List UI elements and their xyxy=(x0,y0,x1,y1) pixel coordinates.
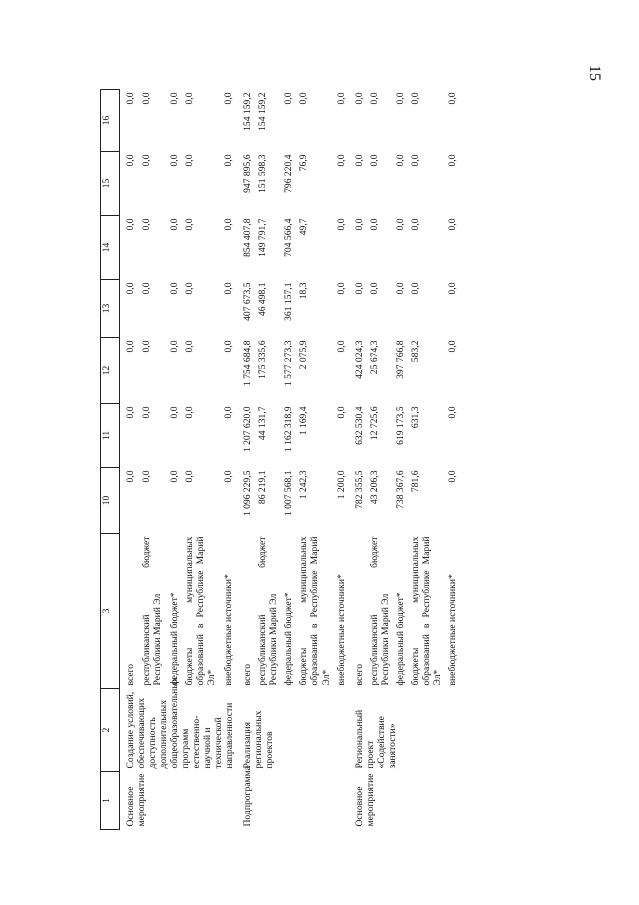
funding-source: всего xyxy=(125,663,136,686)
value-cell: 0,0 xyxy=(223,218,235,231)
value-cell: 1 096 229,5 xyxy=(242,470,254,517)
value-cell: 0,0 xyxy=(446,154,458,167)
value-cell: 154 159,2 xyxy=(257,92,269,131)
value-cell: 0,0 xyxy=(335,406,347,419)
value-cell: 0,0 xyxy=(368,218,380,231)
funding-source: внебюджетные источники* xyxy=(223,574,235,686)
value-cell: 0,0 xyxy=(394,154,406,167)
value-cell: 0,0 xyxy=(409,92,421,105)
funding-source: федеральный бюджет* xyxy=(283,592,295,686)
value-cell: 0,0 xyxy=(368,154,380,167)
value-cell: 0,0 xyxy=(184,282,196,295)
value-cell: 0,0 xyxy=(368,282,380,295)
value-cell: 0,0 xyxy=(168,218,180,231)
value-cell: 0,0 xyxy=(168,470,180,483)
value-cell: 1 200,0 xyxy=(335,470,347,500)
value-cell: 424 024,3 xyxy=(353,340,365,379)
value-cell: 0,0 xyxy=(184,470,196,483)
funding-source: внебюджетные источники* xyxy=(335,574,347,686)
value-cell: 738 367,6 xyxy=(394,470,406,509)
value-cell: 18,3 xyxy=(298,282,310,300)
value-cell: 631,3 xyxy=(409,406,421,429)
col-header: 14 xyxy=(101,216,120,280)
value-cell: 12 725,6 xyxy=(368,406,380,441)
value-cell: 782 355,5 xyxy=(353,470,365,509)
value-cell: 619 173,5 xyxy=(394,406,406,445)
funding-source: республиканский бюджет Республики Марий Эл xyxy=(257,536,280,686)
rotated-page xyxy=(100,90,590,830)
value-cell: 0,0 xyxy=(125,282,136,295)
value-cell: 0,0 xyxy=(446,218,458,231)
value-cell: 0,0 xyxy=(353,154,365,167)
value-cell: 0,0 xyxy=(184,92,196,105)
table-row xyxy=(120,90,140,830)
value-cell: 407 673,5 xyxy=(242,282,254,321)
value-cell: 0,0 xyxy=(141,282,153,295)
funding-source: внебюджетные источники* xyxy=(446,574,458,686)
value-cell: 0,0 xyxy=(446,340,458,353)
value-cell: 0,0 xyxy=(394,282,406,295)
value-cell: 0,0 xyxy=(394,218,406,231)
value-cell: 0,0 xyxy=(446,470,458,483)
value-cell: 44 131,7 xyxy=(257,406,269,441)
value-cell: 0,0 xyxy=(184,340,196,353)
value-cell: 0,0 xyxy=(353,92,365,105)
col-header: 10 xyxy=(101,468,120,534)
value-cell: 0,0 xyxy=(335,282,347,295)
value-cell: 0,0 xyxy=(125,154,136,167)
value-cell: 76,9 xyxy=(298,154,310,172)
table-body xyxy=(120,90,460,830)
value-cell: 151 598,3 xyxy=(257,154,269,193)
value-cell: 0,0 xyxy=(409,282,421,295)
value-cell: 0,0 xyxy=(184,406,196,419)
value-cell: 397 766,8 xyxy=(394,340,406,379)
col-header: 12 xyxy=(101,338,120,404)
value-cell: 1 169,4 xyxy=(298,406,310,436)
value-cell: 0,0 xyxy=(223,282,235,295)
funding-source: бюджеты муниципальных образований в Республике Марий Эл* xyxy=(298,536,332,686)
value-cell: 154 159,2 xyxy=(242,92,254,131)
value-cell: 0,0 xyxy=(184,154,196,167)
value-cell: 0,0 xyxy=(141,470,153,483)
value-cell: 43 206,3 xyxy=(368,470,380,505)
value-cell: 0,0 xyxy=(125,406,136,419)
value-cell: 0,0 xyxy=(353,282,365,295)
value-cell: 0,0 xyxy=(353,218,365,231)
table-row xyxy=(237,90,255,830)
value-cell: 0,0 xyxy=(223,406,235,419)
value-cell: 0,0 xyxy=(446,406,458,419)
value-cell: 583,2 xyxy=(409,340,421,363)
row-kind: Основное мероприятие xyxy=(125,773,148,827)
value-cell: 1 242,3 xyxy=(298,470,310,500)
value-cell: 0,0 xyxy=(446,92,458,105)
value-cell: 0,0 xyxy=(298,92,310,105)
value-cell: 175 335,6 xyxy=(257,340,269,379)
value-cell: 0,0 xyxy=(141,218,153,231)
value-cell: 1 207 620,0 xyxy=(242,406,254,453)
value-cell: 947 895,6 xyxy=(242,154,254,193)
value-cell: 0,0 xyxy=(168,340,180,353)
value-cell: 0,0 xyxy=(141,340,153,353)
table-row xyxy=(349,90,367,830)
value-cell: 0,0 xyxy=(283,92,295,105)
funding-source: республиканский бюджет Республики Марий Эл xyxy=(368,536,391,686)
value-cell: 0,0 xyxy=(168,154,180,167)
header-row xyxy=(101,90,120,830)
value-cell: 0,0 xyxy=(168,92,180,105)
row-title: Региональный проект «Содействие занятости» xyxy=(353,709,398,769)
col-header: 13 xyxy=(101,280,120,338)
value-cell: 0,0 xyxy=(223,154,235,167)
value-cell: 1 007 568,1 xyxy=(283,470,295,517)
value-cell: 0,0 xyxy=(223,92,235,105)
value-cell: 0,0 xyxy=(223,470,235,483)
funding-source: бюджеты муниципальных образований в Республике Марий Эл* xyxy=(184,536,218,686)
col-header: 16 xyxy=(101,90,120,152)
value-cell: 1 577 273,3 xyxy=(283,340,295,387)
value-cell: 632 530,4 xyxy=(353,406,365,445)
value-cell: 0,0 xyxy=(125,218,136,231)
value-cell: 2 075,9 xyxy=(298,340,310,370)
col-header: 15 xyxy=(101,152,120,216)
row-kind: Основное мероприятие xyxy=(353,773,376,827)
value-cell: 0,0 xyxy=(335,218,347,231)
col-header: 2 xyxy=(101,689,120,772)
value-cell: 361 157,1 xyxy=(283,282,295,321)
value-cell: 1 162 318,9 xyxy=(283,406,295,453)
funding-source: бюджеты муниципальных образований в Республике Марий Эл* xyxy=(409,536,443,686)
value-cell: 0,0 xyxy=(141,406,153,419)
value-cell: 854 407,8 xyxy=(242,218,254,257)
value-cell: 0,0 xyxy=(168,282,180,295)
value-cell: 0,0 xyxy=(335,154,347,167)
col-header: 3 xyxy=(101,534,120,689)
value-cell: 704 566,4 xyxy=(283,218,295,257)
value-cell: 0,0 xyxy=(141,154,153,167)
value-cell: 0,0 xyxy=(125,470,136,483)
value-cell: 0,0 xyxy=(184,218,196,231)
value-cell: 86 219,1 xyxy=(257,470,269,505)
row-kind: Подпрограмма xyxy=(242,766,254,827)
value-cell: 781,6 xyxy=(409,470,421,493)
funding-source: всего xyxy=(242,663,254,686)
value-cell: 46 498,1 xyxy=(257,282,269,317)
funding-source: всего xyxy=(353,663,365,686)
value-cell: 0,0 xyxy=(409,154,421,167)
value-cell: 0,0 xyxy=(168,406,180,419)
page-number: 15 xyxy=(586,65,603,81)
value-cell: 796 220,4 xyxy=(283,154,295,193)
value-cell: 0,0 xyxy=(125,340,136,353)
value-cell: 0,0 xyxy=(141,92,153,105)
value-cell: 0,0 xyxy=(335,92,347,105)
funding-source: республиканский бюджет Республики Марий Эл xyxy=(141,536,164,686)
budget-table xyxy=(100,89,460,830)
row-title: Создание условий, обеспечивающих доступность дополнительных общеобразовательных программ естественно-научной и технической направленности xyxy=(125,677,236,769)
col-header: 1 xyxy=(101,772,120,830)
value-cell: 0,0 xyxy=(394,92,406,105)
value-cell: 0,0 xyxy=(446,282,458,295)
value-cell: 1 754 684,8 xyxy=(242,340,254,387)
value-cell: 0,0 xyxy=(223,340,235,353)
col-header: 11 xyxy=(101,404,120,468)
value-cell: 0,0 xyxy=(335,340,347,353)
row-title: Реализация региональных проектов xyxy=(242,710,276,769)
value-cell: 0,0 xyxy=(125,92,136,105)
value-cell: 49,7 xyxy=(298,218,310,236)
value-cell: 149 791,7 xyxy=(257,218,269,257)
funding-source: федеральный бюджет* xyxy=(394,592,406,686)
value-cell: 0,0 xyxy=(368,92,380,105)
value-cell: 0,0 xyxy=(409,218,421,231)
value-cell: 25 674,3 xyxy=(368,340,380,375)
funding-source: федеральный бюджет* xyxy=(168,592,180,686)
